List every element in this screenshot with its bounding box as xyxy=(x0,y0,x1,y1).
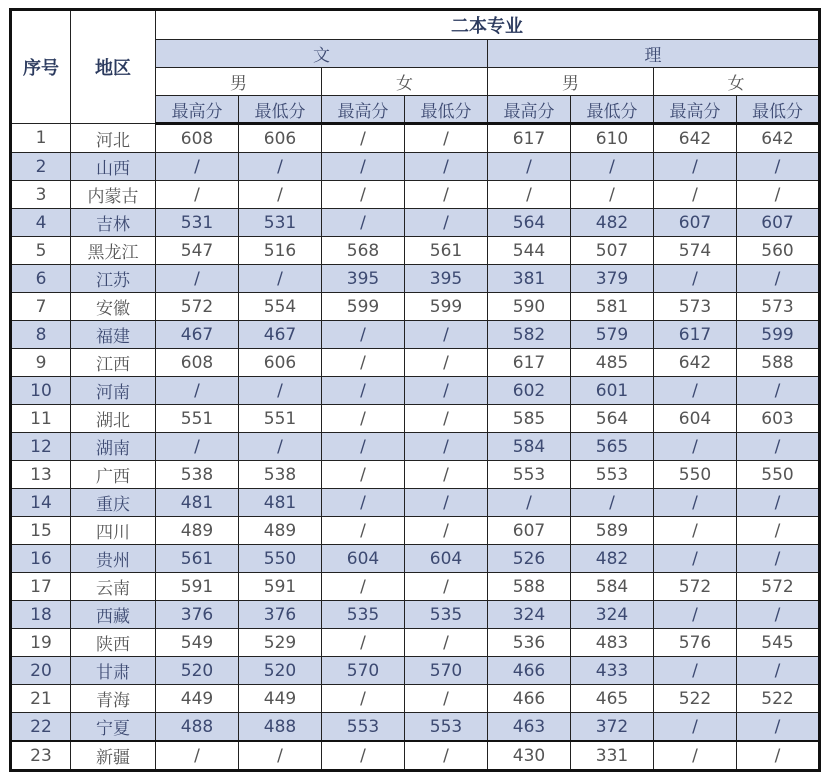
table-row xyxy=(11,489,820,517)
score-cell: / xyxy=(654,433,737,461)
score-cell: / xyxy=(654,713,737,742)
table-row xyxy=(11,433,820,461)
score-cell: 467 xyxy=(156,321,239,349)
score-cell: / xyxy=(322,741,405,771)
score-cell: / xyxy=(737,489,820,517)
score-cell: / xyxy=(405,377,488,405)
score-cell: 529 xyxy=(239,629,322,657)
header-score: 最高分 xyxy=(322,96,405,124)
score-cell: / xyxy=(571,153,654,181)
row-index: 12 xyxy=(11,433,71,461)
score-cell: 610 xyxy=(571,124,654,153)
score-cell: / xyxy=(239,153,322,181)
score-cell: 489 xyxy=(239,517,322,545)
table-row xyxy=(11,124,820,153)
row-index: 11 xyxy=(11,405,71,433)
header-score: 最高分 xyxy=(488,96,571,124)
score-cell: 488 xyxy=(239,713,322,742)
score-cell: / xyxy=(239,433,322,461)
score-cell: 617 xyxy=(488,124,571,153)
score-cell: / xyxy=(654,741,737,771)
score-cell: 430 xyxy=(488,741,571,771)
table-row xyxy=(11,265,820,293)
header-score: 最高分 xyxy=(654,96,737,124)
header-gender: 女 xyxy=(654,68,820,96)
row-region: 河北 xyxy=(71,124,156,153)
score-cell: / xyxy=(405,209,488,237)
row-region: 云南 xyxy=(71,573,156,601)
score-cell: 581 xyxy=(571,293,654,321)
score-cell: / xyxy=(737,545,820,573)
score-cell: / xyxy=(322,629,405,657)
score-cell: 535 xyxy=(322,601,405,629)
score-cell: 584 xyxy=(571,573,654,601)
score-cell: 433 xyxy=(571,657,654,685)
header-track-arts: 文 xyxy=(156,40,488,68)
table-row xyxy=(11,293,820,321)
score-cell: / xyxy=(488,181,571,209)
score-cell: 531 xyxy=(239,209,322,237)
score-cell: 560 xyxy=(737,237,820,265)
score-cell: 591 xyxy=(239,573,322,601)
score-cell: 606 xyxy=(239,349,322,377)
score-cell: 536 xyxy=(488,629,571,657)
score-cell: 481 xyxy=(156,489,239,517)
score-cell: / xyxy=(737,517,820,545)
row-index: 8 xyxy=(11,321,71,349)
table-row xyxy=(11,461,820,489)
row-region: 湖北 xyxy=(71,405,156,433)
score-cell: 584 xyxy=(488,433,571,461)
row-region: 西藏 xyxy=(71,601,156,629)
score-cell: / xyxy=(737,601,820,629)
score-cell: 573 xyxy=(737,293,820,321)
score-cell: 604 xyxy=(322,545,405,573)
row-index: 9 xyxy=(11,349,71,377)
score-cell: 604 xyxy=(654,405,737,433)
score-cell: 568 xyxy=(322,237,405,265)
score-cell: / xyxy=(405,433,488,461)
score-cell: / xyxy=(654,153,737,181)
table-row xyxy=(11,685,820,713)
score-cell: / xyxy=(322,377,405,405)
score-cell: 561 xyxy=(405,237,488,265)
score-cell: 381 xyxy=(488,265,571,293)
score-cell: 554 xyxy=(239,293,322,321)
score-cell: 376 xyxy=(156,601,239,629)
score-cell: / xyxy=(737,181,820,209)
score-cell: / xyxy=(405,489,488,517)
score-cell: 585 xyxy=(488,405,571,433)
row-index: 2 xyxy=(11,153,71,181)
score-cell: 449 xyxy=(239,685,322,713)
score-cell: 606 xyxy=(239,124,322,153)
score-cell: 642 xyxy=(654,124,737,153)
score-cell: 588 xyxy=(488,573,571,601)
row-region: 黑龙江 xyxy=(71,237,156,265)
score-cell: 449 xyxy=(156,685,239,713)
score-cell: / xyxy=(156,377,239,405)
score-cell: 603 xyxy=(737,405,820,433)
score-cell: / xyxy=(571,181,654,209)
score-cell: 520 xyxy=(239,657,322,685)
score-cell: / xyxy=(405,741,488,771)
score-cell: 579 xyxy=(571,321,654,349)
score-cell: 551 xyxy=(239,405,322,433)
table-row xyxy=(11,573,820,601)
score-cell: / xyxy=(322,321,405,349)
table-row xyxy=(11,545,820,573)
score-cell: 463 xyxy=(488,713,571,742)
header-gender: 女 xyxy=(322,68,488,96)
score-cell: / xyxy=(654,657,737,685)
header-gender: 男 xyxy=(156,68,322,96)
row-region: 陕西 xyxy=(71,629,156,657)
score-cell: 522 xyxy=(654,685,737,713)
row-index: 17 xyxy=(11,573,71,601)
header-region: 地区 xyxy=(71,10,156,124)
score-cell: / xyxy=(488,153,571,181)
score-cell: 564 xyxy=(571,405,654,433)
score-cell: 590 xyxy=(488,293,571,321)
score-cell: 599 xyxy=(405,293,488,321)
score-cell: 466 xyxy=(488,657,571,685)
score-cell: 561 xyxy=(156,545,239,573)
row-region: 青海 xyxy=(71,685,156,713)
score-cell: 550 xyxy=(737,461,820,489)
table-row xyxy=(11,209,820,237)
score-cell: 482 xyxy=(571,545,654,573)
table-row xyxy=(11,601,820,629)
row-index: 21 xyxy=(11,685,71,713)
row-index: 7 xyxy=(11,293,71,321)
table-row xyxy=(11,405,820,433)
score-cell: / xyxy=(405,153,488,181)
score-cell: 395 xyxy=(405,265,488,293)
score-cell: / xyxy=(322,489,405,517)
table-row xyxy=(11,153,820,181)
score-cell: 553 xyxy=(322,713,405,742)
table-body xyxy=(11,124,820,771)
row-index: 6 xyxy=(11,265,71,293)
score-cell: 538 xyxy=(156,461,239,489)
score-cell: / xyxy=(654,265,737,293)
score-cell: 570 xyxy=(322,657,405,685)
table-row xyxy=(11,237,820,265)
score-cell: / xyxy=(322,209,405,237)
table-row xyxy=(11,181,820,209)
header-gender: 男 xyxy=(488,68,654,96)
table-row xyxy=(11,377,820,405)
score-cell: 608 xyxy=(156,124,239,153)
score-cell: 607 xyxy=(737,209,820,237)
row-index: 14 xyxy=(11,489,71,517)
header-score: 最低分 xyxy=(571,96,654,124)
score-cell: / xyxy=(405,573,488,601)
row-region: 重庆 xyxy=(71,489,156,517)
score-cell: 520 xyxy=(156,657,239,685)
score-cell: 331 xyxy=(571,741,654,771)
row-region: 江西 xyxy=(71,349,156,377)
score-cell: / xyxy=(405,685,488,713)
score-cell: 547 xyxy=(156,237,239,265)
table-row xyxy=(11,517,820,545)
score-cell: / xyxy=(405,405,488,433)
row-region: 贵州 xyxy=(71,545,156,573)
score-cell: 607 xyxy=(654,209,737,237)
score-cell: 324 xyxy=(488,601,571,629)
row-index: 5 xyxy=(11,237,71,265)
score-cell: / xyxy=(654,517,737,545)
row-index: 16 xyxy=(11,545,71,573)
row-region: 甘肃 xyxy=(71,657,156,685)
score-cell: 483 xyxy=(571,629,654,657)
score-cell: 379 xyxy=(571,265,654,293)
score-cell: 565 xyxy=(571,433,654,461)
score-cell: 572 xyxy=(156,293,239,321)
score-cell: 604 xyxy=(405,545,488,573)
score-cell: 574 xyxy=(654,237,737,265)
score-cell: / xyxy=(737,377,820,405)
header-score: 最低分 xyxy=(239,96,322,124)
score-cell: / xyxy=(737,741,820,771)
score-cell: / xyxy=(156,433,239,461)
score-cell: 538 xyxy=(239,461,322,489)
score-cell: / xyxy=(239,741,322,771)
score-cell: 324 xyxy=(571,601,654,629)
score-cell: 599 xyxy=(737,321,820,349)
score-cell: 488 xyxy=(156,713,239,742)
row-index: 18 xyxy=(11,601,71,629)
score-cell: / xyxy=(239,181,322,209)
row-index: 3 xyxy=(11,181,71,209)
score-cell: 553 xyxy=(571,461,654,489)
row-index: 4 xyxy=(11,209,71,237)
row-index: 23 xyxy=(11,741,71,771)
score-cell: / xyxy=(654,489,737,517)
score-cell: 507 xyxy=(571,237,654,265)
score-cell: 572 xyxy=(737,573,820,601)
score-cell: / xyxy=(156,181,239,209)
score-cell: 466 xyxy=(488,685,571,713)
header-track-science: 理 xyxy=(488,40,820,68)
table-row xyxy=(11,629,820,657)
row-region: 四川 xyxy=(71,517,156,545)
table-row xyxy=(11,657,820,685)
score-cell: / xyxy=(737,153,820,181)
score-cell: / xyxy=(737,433,820,461)
row-region: 福建 xyxy=(71,321,156,349)
score-cell: 550 xyxy=(239,545,322,573)
header-score: 最高分 xyxy=(156,96,239,124)
row-region: 宁夏 xyxy=(71,713,156,742)
score-cell: / xyxy=(239,377,322,405)
row-index: 10 xyxy=(11,377,71,405)
score-cell: 607 xyxy=(488,517,571,545)
row-index: 19 xyxy=(11,629,71,657)
score-cell: 642 xyxy=(737,124,820,153)
score-cell: 522 xyxy=(737,685,820,713)
score-cell: 551 xyxy=(156,405,239,433)
score-cell: 617 xyxy=(488,349,571,377)
score-cell: 553 xyxy=(405,713,488,742)
score-cell: 549 xyxy=(156,629,239,657)
score-cell: 573 xyxy=(654,293,737,321)
score-cell: / xyxy=(737,265,820,293)
score-cell: / xyxy=(156,265,239,293)
score-cell: / xyxy=(156,741,239,771)
score-cell: / xyxy=(322,461,405,489)
row-index: 20 xyxy=(11,657,71,685)
row-index: 1 xyxy=(11,124,71,153)
row-index: 22 xyxy=(11,713,71,742)
header-index: 序号 xyxy=(11,10,71,124)
score-cell: 642 xyxy=(654,349,737,377)
score-cell: 526 xyxy=(488,545,571,573)
row-region: 新疆 xyxy=(71,741,156,771)
score-cell: / xyxy=(737,713,820,742)
row-region: 山西 xyxy=(71,153,156,181)
row-region: 吉林 xyxy=(71,209,156,237)
score-cell: 601 xyxy=(571,377,654,405)
score-cell: 544 xyxy=(488,237,571,265)
score-cell: / xyxy=(322,153,405,181)
score-cell: / xyxy=(405,461,488,489)
table-row xyxy=(11,741,820,771)
row-region: 湖南 xyxy=(71,433,156,461)
score-cell: / xyxy=(654,545,737,573)
score-cell: 467 xyxy=(239,321,322,349)
score-cell: 608 xyxy=(156,349,239,377)
score-cell: 535 xyxy=(405,601,488,629)
score-cell: 576 xyxy=(654,629,737,657)
score-cell: / xyxy=(488,489,571,517)
score-cell: 485 xyxy=(571,349,654,377)
score-cell: 602 xyxy=(488,377,571,405)
score-cell: / xyxy=(405,517,488,545)
score-cell: 564 xyxy=(488,209,571,237)
score-cell: / xyxy=(239,265,322,293)
score-cell: / xyxy=(322,124,405,153)
score-cell: / xyxy=(405,181,488,209)
score-cell: 465 xyxy=(571,685,654,713)
table-title: 二本专业 xyxy=(156,10,820,40)
score-cell: 588 xyxy=(737,349,820,377)
score-cell: 489 xyxy=(156,517,239,545)
admission-score-table xyxy=(9,8,821,772)
score-cell: 482 xyxy=(571,209,654,237)
score-cell: 550 xyxy=(654,461,737,489)
score-cell: / xyxy=(156,153,239,181)
score-cell: 617 xyxy=(654,321,737,349)
table-row xyxy=(11,713,820,742)
score-cell: 376 xyxy=(239,601,322,629)
score-cell: 372 xyxy=(571,713,654,742)
score-cell: / xyxy=(405,349,488,377)
score-cell: / xyxy=(322,685,405,713)
score-cell: 395 xyxy=(322,265,405,293)
score-cell: 516 xyxy=(239,237,322,265)
score-cell: 481 xyxy=(239,489,322,517)
score-cell: 582 xyxy=(488,321,571,349)
score-cell: / xyxy=(322,181,405,209)
score-cell: 570 xyxy=(405,657,488,685)
header-score: 最低分 xyxy=(737,96,820,124)
row-region: 内蒙古 xyxy=(71,181,156,209)
score-cell: / xyxy=(322,573,405,601)
row-region: 河南 xyxy=(71,377,156,405)
score-cell: / xyxy=(322,517,405,545)
score-cell: / xyxy=(322,433,405,461)
score-cell: / xyxy=(405,629,488,657)
score-cell: / xyxy=(654,377,737,405)
table-row xyxy=(11,321,820,349)
row-region: 安徽 xyxy=(71,293,156,321)
score-cell: 572 xyxy=(654,573,737,601)
score-cell: 599 xyxy=(322,293,405,321)
row-index: 13 xyxy=(11,461,71,489)
score-cell: 591 xyxy=(156,573,239,601)
score-cell: / xyxy=(405,124,488,153)
score-cell: / xyxy=(322,405,405,433)
row-region: 广西 xyxy=(71,461,156,489)
score-cell: / xyxy=(571,489,654,517)
score-cell: 589 xyxy=(571,517,654,545)
score-cell: / xyxy=(737,657,820,685)
row-region: 江苏 xyxy=(71,265,156,293)
score-cell: / xyxy=(405,321,488,349)
score-cell: / xyxy=(654,601,737,629)
header-score: 最低分 xyxy=(405,96,488,124)
score-cell: / xyxy=(654,181,737,209)
score-cell: 545 xyxy=(737,629,820,657)
score-cell: 553 xyxy=(488,461,571,489)
row-index: 15 xyxy=(11,517,71,545)
table-row xyxy=(11,349,820,377)
score-cell: / xyxy=(322,349,405,377)
score-cell: 531 xyxy=(156,209,239,237)
